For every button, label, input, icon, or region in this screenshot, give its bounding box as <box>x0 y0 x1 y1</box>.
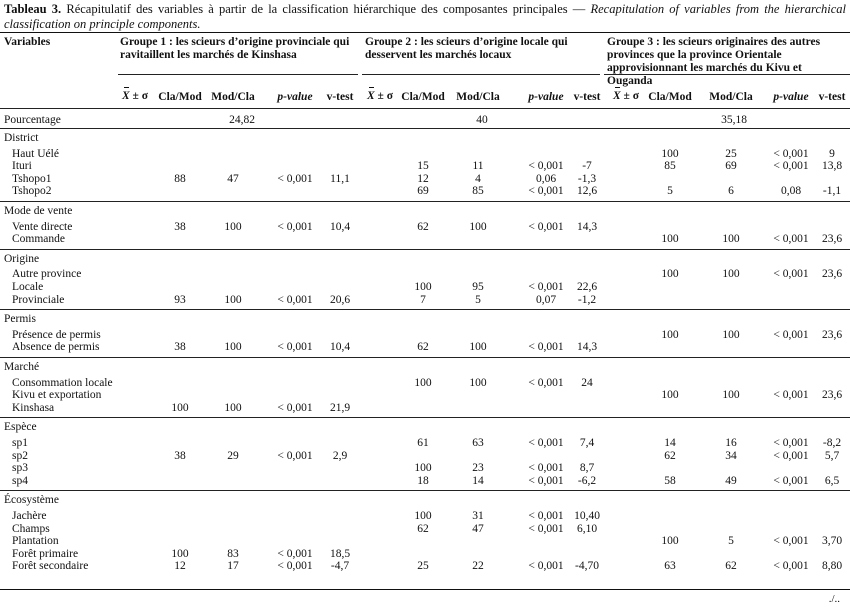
section-title: District <box>4 132 39 144</box>
row-label: sp1 <box>12 437 28 449</box>
row-label: Provinciale <box>12 293 65 306</box>
table-cell: 25 <box>417 560 429 573</box>
row-label: Ituri <box>12 160 32 173</box>
table-cell: 13,8 <box>821 160 843 173</box>
table-cell: 11,1 <box>330 172 350 185</box>
table-cell: 5 <box>667 185 673 198</box>
table-cell: 21,9 <box>329 401 351 414</box>
table-cell: < 0,001 <box>528 522 564 535</box>
table-cell: 62 <box>417 341 429 354</box>
section-divider <box>0 249 850 250</box>
group1-cla-mod-header: Cla/Mod <box>158 91 202 103</box>
table-cell: < 0,001 <box>277 172 313 185</box>
table-cell: 62 <box>417 522 429 535</box>
table-cell: -4,7 <box>330 560 350 573</box>
table-cell: 69 <box>417 185 429 198</box>
section-divider <box>0 309 850 310</box>
row-label: Locale <box>12 281 44 293</box>
section-divider <box>0 201 850 202</box>
table-cell: 100 <box>224 341 242 354</box>
group3-header: Groupe 3 : les scieurs originaires des autres provinces que la province Orientale approvisionnant les marchés du Kivu et Ouganda <box>607 36 821 87</box>
table-cell: 20,6 <box>329 293 351 306</box>
table-cell: 16 <box>725 437 737 449</box>
row-label: Plantation <box>12 535 59 548</box>
table-cell: 100 <box>661 389 679 402</box>
caption-label: Tableau 3. <box>4 2 62 16</box>
section-divider <box>0 490 850 491</box>
table-cell: 100 <box>661 535 679 548</box>
table-cell: 100 <box>171 547 189 560</box>
table-cell: < 0,001 <box>528 474 564 487</box>
table-cell: < 0,001 <box>773 560 809 573</box>
table-cell: 0,06 <box>535 172 557 185</box>
table-cell: 62 <box>725 560 737 573</box>
bottom-rule <box>0 589 850 590</box>
table-cell: 100 <box>722 328 740 341</box>
table-cell: 2,9 <box>332 449 348 462</box>
table-cell: 62 <box>417 220 429 233</box>
group3-pvalue-header: p-value <box>773 91 809 103</box>
table-cell: 47 <box>227 172 239 185</box>
table-cell: < 0,001 <box>277 341 313 354</box>
table-cell: 17 <box>227 560 239 573</box>
table-cell: 100 <box>661 147 679 160</box>
group3-mean-sd-header <box>613 90 639 102</box>
table-cell: 8,7 <box>579 462 595 475</box>
group1-mean-sd-header <box>122 90 148 102</box>
table-cell: 38 <box>174 220 186 233</box>
table-cell: 38 <box>174 449 186 462</box>
row-label: sp2 <box>12 449 28 462</box>
table-cell: < 0,001 <box>528 560 564 573</box>
table-cell: 23,6 <box>821 389 843 402</box>
table-cell: 23,6 <box>821 328 843 341</box>
group2-vtest-header: v-test <box>573 91 601 103</box>
table-cell: < 0,001 <box>277 449 313 462</box>
table-cell: 7,4 <box>579 437 595 449</box>
row-label: Présence de permis <box>12 328 101 341</box>
group3-cla-mod-header: Cla/Mod <box>648 91 692 103</box>
group1-underline <box>118 74 358 75</box>
section-title: Origine <box>4 252 40 265</box>
section-title: Mode de vente <box>4 205 73 217</box>
table-cell: < 0,001 <box>277 547 313 560</box>
group1-vtest-header: v-test <box>326 91 354 103</box>
table-cell: 9 <box>829 147 835 160</box>
table-cell: 11 <box>472 160 484 173</box>
row-label: sp4 <box>12 474 28 487</box>
section-divider <box>0 357 850 358</box>
table-cell: 12 <box>417 172 429 185</box>
table-cell: 85 <box>472 185 484 198</box>
table-cell: 100 <box>414 462 432 475</box>
table-cell: 100 <box>414 281 432 293</box>
caption-text-en: Recapitulation of variables from the hierarchical classification on principle components. <box>4 2 846 31</box>
table-cell: -4,70 <box>575 560 599 573</box>
table-cell: 100 <box>469 220 487 233</box>
row-label: Haut Uélé <box>12 147 59 160</box>
table-cell: < 0,001 <box>773 389 809 402</box>
table-cell: 63 <box>664 560 676 573</box>
table-cell: 100 <box>469 376 487 389</box>
table-cell: 100 <box>224 293 242 306</box>
table-cell: 85 <box>664 160 676 173</box>
table-cell: 100 <box>661 268 679 281</box>
table-cell: < 0,001 <box>528 220 564 233</box>
table-cell: < 0,001 <box>277 401 313 414</box>
table-cell: 5,7 <box>824 449 840 462</box>
table-cell: 100 <box>722 268 740 281</box>
table-cell: 100 <box>414 376 432 389</box>
row-label: Jachère <box>12 510 47 522</box>
table-cell: < 0,001 <box>528 462 564 475</box>
table-cell: 6 <box>728 185 734 198</box>
group2-header: Groupe 2 : les scieurs d’origine locale qui desservent les marchés locaux <box>365 36 568 61</box>
table-cell: 14,3 <box>576 220 598 233</box>
row-label: Consommation locale <box>12 376 113 389</box>
group1-header: Groupe 1 : les scieurs d’origine provinciale qui ravitaillent les marchés de Kinshasa <box>120 36 350 61</box>
table-cell: -8,2 <box>822 437 842 449</box>
table-cell: < 0,001 <box>773 160 809 173</box>
row-label: Tshopo1 <box>12 172 52 185</box>
table-caption <box>4 2 846 32</box>
table-cell: 31 <box>472 510 484 522</box>
table-cell: 14,3 <box>576 341 598 354</box>
table-cell: 10,4 <box>329 220 351 233</box>
table-cell: 5 <box>475 293 481 306</box>
table-cell: < 0,001 <box>528 185 564 198</box>
plus-minus-sigma: ± σ <box>620 90 639 102</box>
row-label: Tshopo2 <box>12 185 52 198</box>
section-title: Marché <box>4 361 40 373</box>
group3-mod-cla-header: Mod/Cla <box>709 91 753 103</box>
group3-vtest-header: v-test <box>818 91 846 103</box>
table-cell: 100 <box>661 328 679 341</box>
table-cell: < 0,001 <box>277 560 313 573</box>
variables-header: Variables <box>4 36 51 48</box>
table-cell: 7 <box>420 293 426 306</box>
table-cell: 6,5 <box>824 474 840 487</box>
table-cell: 6,10 <box>576 522 598 535</box>
table-cell: 100 <box>722 233 740 246</box>
row-label: Kivu et exportation <box>12 389 102 402</box>
table-cell: 22 <box>472 560 484 573</box>
table-cell: 58 <box>664 474 676 487</box>
x-bar-symbol: X <box>122 90 130 102</box>
table-cell: 12,6 <box>576 185 598 198</box>
table-cell: < 0,001 <box>773 328 809 341</box>
table-cell: 100 <box>171 401 189 414</box>
table-cell: 47 <box>472 522 484 535</box>
section-title: Écosystème <box>4 494 59 507</box>
table-cell: < 0,001 <box>528 510 564 522</box>
table-cell: 14 <box>472 474 484 487</box>
table-cell: 4 <box>475 172 481 185</box>
caption-text-fr: Récapitulatif des variables à partir de la classification hiérarchique des composantes principales — <box>66 2 591 16</box>
table-cell: 69 <box>725 160 737 173</box>
row-label: Champs <box>12 522 50 535</box>
group2-mean-sd-header <box>367 90 393 102</box>
row-label: Forêt secondaire <box>12 560 89 573</box>
group2-mod-cla-header: Mod/Cla <box>456 91 500 103</box>
table-cell: < 0,001 <box>773 147 809 160</box>
table-cell: 18,5 <box>329 547 351 560</box>
table-cell: 8,80 <box>821 560 843 573</box>
table-cell: 95 <box>472 281 484 293</box>
table-cell: < 0,001 <box>277 293 313 306</box>
table-cell: < 0,001 <box>773 233 809 246</box>
table-cell: 100 <box>661 233 679 246</box>
continuation-mark: ./.. <box>828 593 840 605</box>
table-cell: < 0,001 <box>277 220 313 233</box>
x-bar-symbol: X <box>367 90 375 102</box>
table-cell: 10,40 <box>574 510 600 522</box>
row-label: Absence de permis <box>12 341 100 354</box>
section-title: Espèce <box>4 421 37 434</box>
table-cell: 61 <box>417 437 429 449</box>
table-cell: < 0,001 <box>528 281 564 293</box>
table-cell: 25 <box>725 147 737 160</box>
section-divider <box>0 417 850 418</box>
group1-pvalue-header: p-value <box>277 91 313 103</box>
group2-cla-mod-header: Cla/Mod <box>401 91 445 103</box>
table-cell: 10,4 <box>329 341 351 354</box>
group3-underline <box>604 74 850 75</box>
table-cell: < 0,001 <box>773 535 809 548</box>
header-rule <box>0 108 850 109</box>
top-rule <box>0 32 850 33</box>
table-cell: 23,6 <box>821 233 843 246</box>
table-cell: 29 <box>227 449 239 462</box>
plus-minus-sigma: ± σ <box>374 90 393 102</box>
x-bar-symbol: X <box>613 90 621 102</box>
table-cell: -6,2 <box>577 474 597 487</box>
table-cell: 12 <box>174 560 186 573</box>
table-cell: < 0,001 <box>528 376 564 389</box>
pourcentage-g3: 35,18 <box>721 114 747 126</box>
table-cell: < 0,001 <box>773 449 809 462</box>
table-cell: 93 <box>174 293 186 306</box>
table-cell: -7 <box>582 160 592 173</box>
table-cell: 14 <box>664 437 676 449</box>
table-cell: 100 <box>722 389 740 402</box>
table-cell: -1,3 <box>577 172 597 185</box>
table-cell: 88 <box>174 172 186 185</box>
table-cell: 3,70 <box>821 535 843 548</box>
group2-underline <box>362 74 600 75</box>
table-cell: -1,1 <box>822 185 842 198</box>
table-cell: < 0,001 <box>773 474 809 487</box>
table-cell: < 0,001 <box>773 437 809 449</box>
pourcentage-label: Pourcentage <box>4 114 61 126</box>
table-cell: 62 <box>664 449 676 462</box>
table-cell: 100 <box>224 220 242 233</box>
table-cell: 15 <box>417 160 429 173</box>
section-title: Permis <box>4 313 36 326</box>
table-cell: 24 <box>581 376 593 389</box>
table-cell: 0,08 <box>780 185 802 198</box>
row-label: Kinshasa <box>12 401 55 414</box>
row-label: Vente directe <box>12 220 73 233</box>
section-divider <box>0 128 850 129</box>
row-label: sp3 <box>12 462 28 475</box>
table-cell: 23 <box>472 462 484 475</box>
plus-minus-sigma: ± σ <box>129 90 148 102</box>
table-cell: 63 <box>472 437 484 449</box>
table-cell: 0,07 <box>535 293 557 306</box>
table-cell: < 0,001 <box>528 341 564 354</box>
pourcentage-g1: 24,82 <box>229 114 255 126</box>
table-cell: 100 <box>224 401 242 414</box>
pourcentage-g2: 40 <box>476 114 488 126</box>
table-cell: 100 <box>414 510 432 522</box>
table-cell: 22,6 <box>576 281 598 293</box>
table-cell: 5 <box>728 535 734 548</box>
table-cell: < 0,001 <box>773 268 809 281</box>
table-cell: 23,6 <box>821 268 843 281</box>
table-cell: 100 <box>469 341 487 354</box>
row-label: Autre province <box>12 268 82 281</box>
row-label: Forêt primaire <box>12 547 79 560</box>
table-cell: 83 <box>227 547 239 560</box>
table-cell: -1,2 <box>577 293 597 306</box>
table-cell: < 0,001 <box>528 160 564 173</box>
table-cell: 18 <box>417 474 429 487</box>
row-label: Commande <box>12 233 66 246</box>
group1-mod-cla-header: Mod/Cla <box>211 91 255 103</box>
table-cell: 38 <box>174 341 186 354</box>
group2-pvalue-header: p-value <box>528 91 564 103</box>
table-cell: < 0,001 <box>528 437 564 449</box>
table-cell: 34 <box>725 449 737 462</box>
table-cell: 49 <box>725 474 737 487</box>
